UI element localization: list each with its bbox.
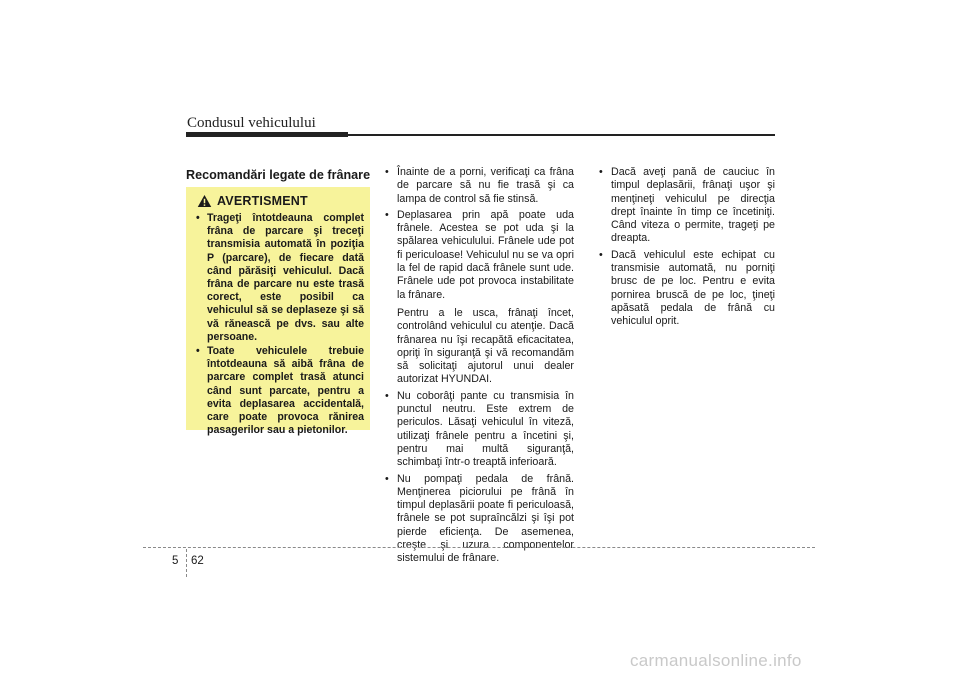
paragraph: • Nu pompaţi pedala de frână. Menţinerea piciorului pe frână în timpul deplasării poate fi periculoasă, frânele se pot supraîncălzi şi îşi pot pierde eficienţa. De asemenea, creşte şi uzura componentelor sistemului de frânare. [397, 472, 574, 565]
middle-column [383, 166, 574, 569]
footer-divider [186, 549, 187, 577]
warning-header [192, 194, 364, 208]
list-item [383, 166, 574, 206]
chapter-title: Condusul vehiculului [187, 115, 316, 131]
footer-rule [143, 547, 815, 548]
list-item: • Dacă vehiculul este echipat cu transmisie automată, nu porniţi brusc de pe loc. Pentru e evita pornirea bruscă de pe loc, ţineţi apăsată pedala de frână cu vehiculul oprit. [597, 249, 775, 329]
watermark: carmanualsonline.info [630, 651, 802, 670]
warning-item: • Trageţi întotdeauna complet frâna de parcare şi treceţi transmisia automată în poziţia P (parcare), de fiecare dată când părăsiţi vehiculul. Dacă frâna de parcare nu este trasă corect, este posibil ca vehiculul să se deplaseze şi să vă rănească pe dvs. sau alte persoane. [192, 212, 364, 344]
right-bullet-list [597, 166, 775, 329]
list-item [383, 390, 574, 470]
paragraph: • Înainte de a porni, verificaţi ca frâna de parcare să nu fie trasă şi ca lampa de control să fie stinsă. [397, 166, 574, 205]
header-rule-thick [186, 132, 348, 137]
warning-title: AVERTISMENT [217, 194, 308, 208]
section-heading: Recomandări legate de frânare [186, 168, 371, 182]
paragraph: Pentru a le usca, frânaţi încet, controlând vehiculul cu atenţie. Dacă frânarea nu îşi recapătă eficacitatea, opriţi în siguranţă şi vă recomandăm să solicitaţi ajutorul unui dealer autorizat HYUNDAI. [397, 306, 574, 386]
middle-bullet-list [383, 166, 574, 566]
list-item: • Dacă aveţi pană de cauciuc în timpul deplasării, frânaţi uşor şi menţineţi vehiculul pe direcţia drept înainte în timp ce încetiniţi. Când viteza o permite, trageţi pe dreapta. [597, 166, 775, 246]
warning-triangle-icon [197, 194, 212, 208]
list-item [383, 473, 574, 566]
right-column [597, 166, 775, 332]
warning-box [186, 187, 370, 437]
paragraph: • Nu coborâţi pante cu transmisia în punctul neutru. Este extrem de periculos. Lăsaţi vehiculul în viteză, utilizaţi frânele pentru a încetini şi, pentru mai multă siguranţă, schimbaţi într-o treaptă inferioară. [397, 389, 574, 469]
list-item [383, 209, 574, 387]
chapter-number: 5 [172, 555, 179, 567]
paragraph: • Deplasarea prin apă poate uda frânele. Acestea se pot uda şi la spălarea vehiculului. Frânele ude pot fi periculoase! Vehiculul nu se va opri la fel de rapid dacă frânele sunt ude. Frânele ude pot provoca instabilitate la frânare. [397, 208, 574, 301]
header-rule-thin [348, 134, 775, 136]
page-number: 62 [191, 555, 204, 567]
warning-list [192, 212, 364, 437]
warning-item: • Toate vehiculele trebuie întotdeauna să aibă frâna de parcare complet trasă atunci când sunt parcate, pentru a evita deplasarea accidentală, care poate provoca rănirea pasagerilor sau a pietonilor. [192, 345, 364, 437]
